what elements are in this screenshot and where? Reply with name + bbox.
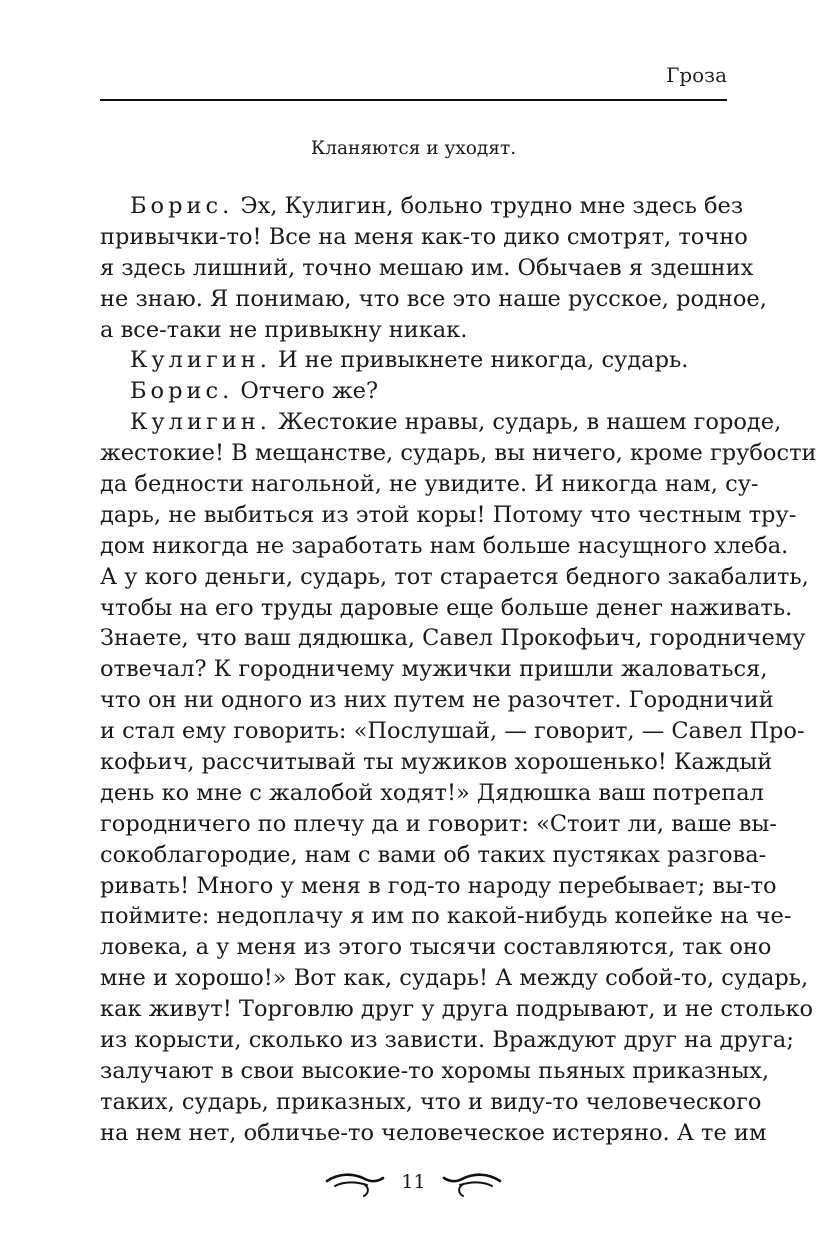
running-header (100, 62, 727, 102)
text-line: дом никогда не заработать нам больше насущного хлеба. (100, 532, 789, 559)
speaker-name: Кулигин. (130, 347, 271, 374)
text-line: привычки-то! Все на меня как-то дико смотрят, точно (100, 223, 748, 250)
ornament-flourish-icon (442, 1165, 502, 1199)
text-line: что он ни одного из них путем не разочтет. Городничий (100, 687, 774, 714)
text-line: а все-таки не привыкну никак. (100, 316, 468, 343)
line-text: И не привыкнете никогда, сударь. (270, 347, 689, 374)
text-line: не знаю. Я понимаю, что все это наше русское, родное, (100, 285, 767, 312)
ornament-flourish-icon (325, 1165, 385, 1199)
line-text: Жестокие нравы, сударь, в нашем городе, (270, 409, 782, 436)
text-line: ловека, а у меня из этого тысячи составляются, так оно (100, 934, 772, 961)
text-line (100, 345, 727, 376)
text-line: как живут! Торговлю друг у друга подрывают, и не столько (100, 996, 814, 1023)
text-line: я здесь лишний, точно мешаю им. Обычаев я здешних (100, 254, 754, 281)
stage-direction: Кланяются и уходят. (310, 138, 517, 159)
text-line: из корысти, сколько из зависти. Враждуют друг на друга; (100, 1027, 794, 1054)
book-title-header: Гроза (666, 63, 727, 87)
text-line: городничего по плечу да и говорит: «Стоит ли, ваше вы- (100, 810, 777, 837)
text-line: Знаете, что ваш дядюшка, Савел Прокофьич, городничему (100, 625, 806, 652)
text-line: сокоблагородие, нам с вами об таких пустяках разгова- (100, 841, 767, 868)
body-text (100, 191, 817, 1149)
text-line: кофьич, рассчитывай ты мужиков хорошенько! Каждый (100, 749, 773, 776)
text-line: отвечал? К городничему мужички пришли жаловаться, (100, 656, 768, 683)
line-text: Эх, Кулигин, больно трудно мне здесь без (233, 193, 744, 219)
text-line: поймите: недоплачу я им по какой-нибудь копейке на че- (100, 903, 792, 930)
text-line: А у кого деньги, сударь, тот старается бедного закабалить, (100, 563, 809, 590)
text-line: да бедности нагольной, не увидите. И никогда нам, су- (100, 471, 759, 498)
page-footer (0, 1162, 827, 1202)
speaker-name: Кулигин. (130, 409, 271, 436)
header-divider (100, 99, 727, 101)
text-line: на нем нет, обличье-то человеческое истеряно. А те им (100, 1119, 767, 1146)
text-line (100, 376, 727, 407)
text-line: дарь, не выбиться из этой коры! Потому что честным тру- (100, 501, 797, 528)
text-line: ривать! Много у меня в год-то народу перебывает; вы-то (100, 872, 777, 899)
text-line: и стал ему говорить: «Послушай, — говорит, — Савел Про- (100, 718, 805, 745)
line-text: Отчего же? (233, 378, 379, 405)
text-line (100, 191, 744, 222)
text-line: таких, сударь, приказных, что и виду-то человеческого (100, 1088, 762, 1115)
speaker-name: Борис. (130, 193, 234, 219)
text-line: мне и хорошо!» Вот как, сударь! А между собой-то, сударь, (100, 965, 809, 992)
speaker-name: Борис. (130, 378, 234, 405)
text-line: жестокие! В мещанстве, сударь, вы ничего, кроме грубости (100, 440, 817, 467)
text-line (100, 407, 782, 438)
text-line: залучают в свои высокие-то хоромы пьяных приказных, (100, 1057, 770, 1084)
page-number: 11 (401, 1171, 426, 1193)
text-line: день ко мне с жалобой ходят!» Дядюшка ваш потрепал (100, 779, 764, 806)
text-line: чтобы на его труды даровые еще больше денег наживать. (100, 594, 793, 621)
